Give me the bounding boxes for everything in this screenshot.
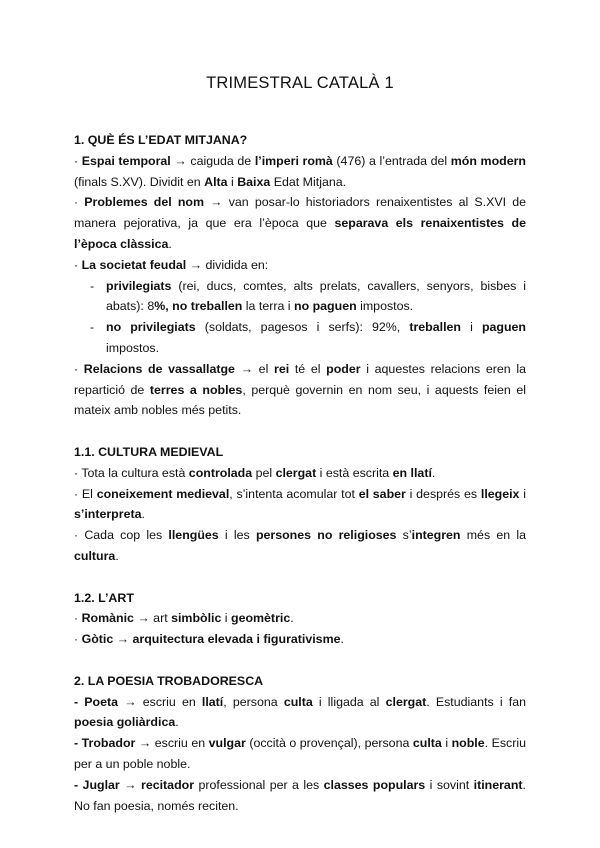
- bold-term: cultura: [74, 548, 116, 563]
- bold-term: culta: [412, 736, 442, 751]
- bold-term: Gòtic → arquitectura elevada i figurativisme: [81, 632, 341, 647]
- paragraph-romanic: · Romànic → art simbòlic i geomètric.: [74, 611, 294, 626]
- paragraph-societat-feudal: · La societat feudal → dividida en:: [74, 257, 269, 272]
- bold-term: l’imperi romà: [254, 153, 333, 168]
- bold-term: poesia goliàrdica: [74, 715, 176, 730]
- bold-term: Alta: [204, 174, 228, 189]
- list-item-no-privilegiats: - no privilegiats (soldats, pagesos i serfs): 92%, treballen i paguen impostos.: [90, 320, 526, 355]
- bold-term: món modern: [450, 153, 526, 168]
- bold-term: llegeix: [480, 486, 520, 501]
- bold-term: integren: [411, 528, 461, 543]
- paragraph-juglar: - Juglar → recitador professional per a les classes populars i sovint itinerant. No fan poesia, només reciten.: [74, 777, 526, 813]
- bold-term: clergat: [275, 465, 317, 480]
- bold-term: - Juglar → recitador: [74, 777, 195, 792]
- section-heading: 1. QUÈ ÉS L’EDAT MITJANA?: [74, 133, 248, 147]
- bold-term: culta: [283, 694, 313, 709]
- bold-term: vulgar: [208, 736, 246, 751]
- bold-term: rei: [274, 361, 290, 376]
- paragraph-cultura-2: · El coneixement medieval, s’intenta acomular tot el saber i després es llegeix i s’interpreta.: [74, 486, 526, 522]
- bold-term: treballen: [409, 320, 461, 335]
- bold-term: separava els renaixentistes de l’època clàssica: [74, 216, 526, 251]
- bold-term: llengües: [168, 528, 219, 543]
- paragraph-cultura-1: · Tota la cultura està controlada pel clergat i està escrita en llatí.: [74, 465, 436, 480]
- bold-term: Espai temporal: [81, 153, 171, 168]
- bold-term: no paguen: [294, 299, 357, 314]
- paragraph-problemes-del-nom: · Problemes del nom → van posar-lo historiadors renaixentistes al S.XVI de manera pejorativa, ja que era l’època que separava els renaixentistes de l’època clàssica.: [74, 195, 526, 251]
- bold-term: Problemes del nom: [84, 195, 205, 210]
- bold-term: el saber: [358, 486, 406, 501]
- paragraph-trobador: - Trobador → escriu en vulgar (occità o provençal), persona culta i noble. Escriu per a un poble noble.: [74, 736, 527, 771]
- bold-term: paguen: [481, 320, 526, 335]
- bold-term: simbòlic: [171, 611, 222, 626]
- section-heading: 2. LA POESIA TROBADORESCA: [74, 673, 264, 688]
- bold-term: llatí: [201, 694, 224, 709]
- document-body: [74, 130, 526, 816]
- section-heading: 1.1. CULTURA MEDIEVAL: [74, 444, 224, 459]
- bold-term: s’interpreta: [74, 507, 142, 522]
- bold-term: Relacions de vassallatge: [83, 361, 235, 376]
- bold-term: poder: [326, 361, 361, 376]
- bold-term: %, no treballen: [154, 299, 243, 314]
- bold-term: Baixa: [237, 174, 271, 189]
- bold-term: La societat feudal: [81, 257, 187, 272]
- bold-term: no privilegiats: [106, 320, 196, 335]
- bold-term: controlada: [188, 465, 253, 480]
- paragraph-espai-temporal: · Espai temporal → caiguda de l’imperi romà (476) a l’entrada del món modern (finals S.XV). Dividit en Alta i Baixa Edat Mitjana.: [74, 153, 526, 189]
- bold-term: privilegiats: [106, 278, 172, 293]
- paragraph-poeta: - Poeta → escriu en llatí, persona culta i lligada al clergat. Estudiants i fan poesia goliàrdica.: [74, 694, 527, 730]
- bold-term: classes populars: [323, 777, 426, 792]
- bold-term: terres a nobles: [149, 382, 243, 397]
- bold-term: persones no religioses: [255, 528, 397, 543]
- section-heading: 1.2. L’ART: [74, 590, 134, 605]
- list-item-privilegiats: - privilegiats (rei, ducs, comtes, alts prelats, cavallers, senyors, bisbes i abats): 8%, no treballen la terra i no paguen impostos.: [90, 278, 526, 314]
- paragraph-gotic: · Gòtic → arquitectura elevada i figurativisme.: [74, 632, 344, 647]
- bold-term: - Trobador: [74, 736, 136, 751]
- bold-term: clergat: [385, 694, 427, 709]
- bold-term: en llatí: [392, 465, 432, 480]
- document-title: TRIMESTRAL CATALÀ 1: [206, 74, 394, 92]
- bold-term: noble: [451, 736, 485, 751]
- bold-term: coneixement medieval: [96, 486, 230, 501]
- bold-term: geomètric: [231, 611, 291, 626]
- bold-term: - Poeta: [74, 694, 119, 709]
- paragraph-vassallatge: · Relacions de vassallatge → el rei té el poder i aquestes relacions eren la repartició de terres a nobles, perquè governin en nom seu, i aquests feien el mateix amb nobles més petits.: [74, 361, 526, 418]
- bold-term: itinerant: [473, 777, 523, 792]
- bold-term: Romànic: [81, 611, 134, 626]
- paragraph-cultura-3: · Cada cop les llengües i les persones no religioses s’integren més en la cultura.: [74, 528, 526, 563]
